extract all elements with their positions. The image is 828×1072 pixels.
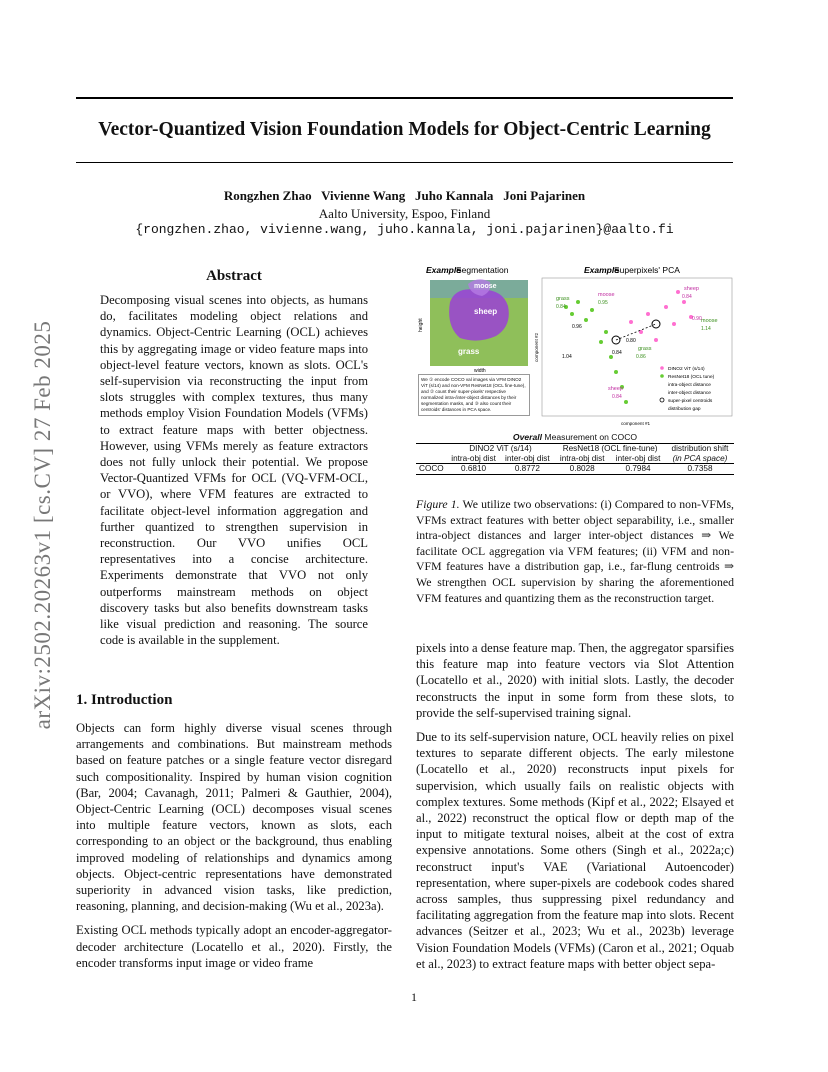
pca-label-sheep: sheep	[684, 286, 699, 292]
table-subheader: inter-obj dist	[505, 453, 550, 463]
table-row-label: COCO	[419, 464, 444, 474]
page-number: 1	[411, 990, 417, 1004]
seg-axis-height: height	[418, 318, 424, 332]
seg-axis-width: width	[474, 368, 486, 374]
author: Vivienne Wang	[321, 188, 406, 203]
table-group-shift: distribution shift	[671, 444, 729, 453]
affiliation: Aalto University, Espoo, Finland	[318, 206, 491, 221]
legend-item: super-pixel centroids	[668, 399, 713, 404]
pca-label-grass: grass	[556, 296, 570, 302]
pca-point	[614, 370, 618, 374]
table-cell: 0.6810	[461, 464, 487, 474]
legend-item: inter-object distance	[668, 391, 711, 396]
arxiv-identifier: arXiv:2502.20263v1 [cs.CV] 27 Feb 2025	[30, 320, 55, 730]
abstract-heading: Abstract	[206, 268, 262, 284]
abstract-paragraph: Decomposing visual scenes into objects, as humans do, facilitates modeling object relations and dynamics. Object-Centric Learning (OCL) achieves this by aggregating image or video feature maps into object-level feature vectors, known as slots. OCL's self-supervision via reconstructing the input from slots struggles with complex textures, thus many methods employ Vision Foundation Models (VFMs) to extract feature maps with better objectness. However, using VFMs merely as feature extractors does not fully unlock their potential. We propose Vector-Quantized VFMs for OCL (VQ-VFM-OCL, or VVO), where VFM features are extracted to facilitate object-level information aggregation and further quantized to strengthen supervision in reconstruction. Our VVO unifies OCL representatives into a concise architecture. Experiments demonstrate that VVO not only outperforms mainstream methods on object discovery tasks but also benefits downstream tasks like visual prediction and reasoning. The source code is available in the supplement.	[100, 293, 368, 648]
arxiv-sidebar	[28, 285, 58, 765]
table-cell: 0.8028	[569, 464, 595, 474]
pca-point	[646, 312, 650, 316]
seg-title-b: Segmentation	[456, 265, 509, 275]
pca-point	[672, 322, 676, 326]
pca-value: 0.84	[612, 350, 622, 356]
caption-text: We utilize two observations: (i) Compared to non-VFMs, VFMs extract features with better object separability, i.e., smaller intra-object distances and larger inter-object distances ⇒ We facilitate OCL aggregation via VFM features; (ii) VFM and non-VFM features have a distribution gap, i.e., far-flung centroids ⇒ We strengthen OCL supervision by sharing the aforementioned VFM features and quantizing them as the reconstruction target.	[416, 497, 735, 605]
table-group-dino: DINO2 ViT (s/14)	[469, 444, 532, 453]
table-subheader: (in PCA space)	[672, 453, 728, 463]
pca-point	[629, 320, 633, 324]
seg-title-a: Example	[426, 265, 461, 275]
figure-1-caption	[416, 497, 734, 606]
author: Juho Kannala	[415, 188, 494, 203]
pca-value: 0.95	[598, 300, 608, 306]
pca-value: 0.96	[572, 324, 582, 330]
right-paragraph-1: pixels into a dense feature map. Then, the aggregator sparsifies this feature map into feature vectors via Slot Attention (Locatello et al., 2020) with initial slots. Lastly, the decoder reconstructs the input in some form from these slots, to provide the self-supervised training signal.	[416, 641, 734, 720]
caption-label: Figure 1.	[416, 497, 460, 511]
pca-value: 0.80	[626, 338, 636, 344]
table-cell: 0.8772	[514, 464, 540, 474]
pca-point	[584, 318, 588, 322]
pca-point	[576, 300, 580, 304]
right-paragraph-2: Due to its self-supervision nature, OCL heavily relies on pixel textures to separate different objects. The early milestone (Locatello et al., 2020) reconstructs input pixels for supervision, which usually fails on realistic objects with complex textures. Some methods (Kipf et al., 2022; Elsayed et al., 2022) reconstruct the optical flow or depth map of the input to mitigate textural noises, albeit at the cost of extra expensive annotations. Some others (Singh et al., 2022a;c) reconstruct input's VAE (Variational Autoencoder) representation, where super-pixels are codebook codes shared across samples, thus suppressing pixel redundancy and facilitating aggregation from the feature map into slots. Recent advances (Seitzer et al., 2023; Wu et al., 2023b) leverage Vision Foundation Models (VFMs) (Caron et al., 2021; Oquab et al., 2023) to extract feature maps with better object sepa-	[416, 730, 734, 971]
legend-item: DINO2 ViT (s/14)	[668, 367, 705, 372]
pca-label-moose: moose	[598, 292, 615, 298]
pca-point	[654, 338, 658, 342]
title-rule-bottom	[76, 162, 733, 163]
pca-value: 0.90	[692, 316, 702, 322]
abstract-body	[100, 292, 368, 656]
table-cell: 0.7358	[687, 464, 713, 474]
seg-label-moose: moose	[474, 283, 497, 290]
pca-point	[682, 300, 686, 304]
pca-legend	[660, 366, 715, 412]
title-rule-top	[76, 97, 733, 99]
table-title: Overall Measurement on COCO	[512, 432, 638, 442]
pca-label-moose-2: moose	[701, 318, 718, 324]
legend-resnet-marker	[660, 374, 664, 378]
pca-point	[599, 340, 603, 344]
author-list	[76, 188, 733, 204]
pca-point	[590, 308, 594, 312]
distribution-gap-line	[616, 324, 656, 340]
intro-paragraph-1: Objects can form highly diverse visual scenes through arrangements and combinations. But mainstream methods based on feature patches or a single feature vector disregard such compositionality. Inspired by human vision cognition (Bar, 2004; Cavanagh, 2011; Palmeri & Gauthier, 2004), Object-Centric Learning (OCL) decomposes visual scenes into multiple feature vectors, known as slots, each corresponding to an object or the background, thus enabling improved modeling of relationships and dynamics among objects. Object-centric representations have demonstrated superiority in advanced vision tasks, like prediction, reasoning, planning, and decision-making (Wu et al., 2023a).	[76, 721, 392, 914]
figure-note: We ① encode COCO val images via VFM DINO2 ViT (s/14) and non-VFM ResNet18 (OCL fine-tune), and ② count their super-pixels' respective normalized intra-/inter-object distances by their segmentation masks, and ③ also count their centroids' distances in PCA space.	[418, 374, 530, 432]
legend-dino-marker	[660, 366, 664, 370]
section-heading-introduction: 1. Introduction	[76, 692, 173, 708]
author: Rongzhen Zhao	[223, 188, 312, 203]
right-column-body	[416, 640, 734, 980]
seg-label-grass: grass	[458, 347, 480, 356]
pca-value: 1.14	[701, 326, 711, 332]
coco-measurement-table	[416, 432, 734, 475]
pca-point	[570, 312, 574, 316]
paper-title: Vector-Quantized Vision Foundation Models for Object-Centric Learning	[98, 119, 711, 140]
pca-value: 0.86	[636, 354, 646, 360]
pca-title-a: Example	[584, 265, 619, 275]
pca-point	[604, 330, 608, 334]
pca-value: 1.04	[562, 354, 572, 360]
pca-value: 0.84	[612, 394, 622, 400]
pca-label-grass-2: grass	[638, 346, 652, 352]
pca-point	[664, 305, 668, 309]
legend-item: intra-object distance	[668, 383, 711, 388]
author: Joni Pajarinen	[503, 188, 586, 203]
pca-axis-c1: component #1	[621, 421, 651, 426]
table-subheader: intra-obj dist	[451, 453, 496, 463]
table-cell: 0.7984	[625, 464, 651, 474]
pca-label-sheep-2: sheep	[608, 386, 623, 392]
legend-item: distribution gap	[668, 407, 701, 412]
pca-point	[624, 400, 628, 404]
pca-value: 0.84	[556, 304, 566, 310]
pca-title-b: Superpixels' PCA	[614, 265, 680, 275]
seg-label-sheep: sheep	[474, 307, 498, 316]
table-subheader: inter-obj dist	[615, 453, 661, 463]
legend-item: ResNet18 (OCL tune)	[668, 375, 715, 380]
pca-point	[676, 290, 680, 294]
intro-paragraph-2: Existing OCL methods typically adopt an encoder-aggregator-decoder architecture (Locatello et al., 2020). Firstly, the encoder transforms input image or video frame	[76, 923, 392, 970]
figure-1-graphic	[416, 262, 734, 432]
table-group-resnet: ResNet18 (OCL fine-tune)	[562, 444, 658, 453]
pca-axis-c2: component #2	[534, 332, 539, 362]
legend-centroid-marker	[660, 398, 664, 402]
author-emails: {rongzhen.zhao, vivienne.wang, juho.kannala, joni.pajarinen}@aalto.fi	[135, 222, 674, 237]
pca-value: 0.84	[682, 294, 692, 300]
table-subheader: intra-obj dist	[559, 453, 605, 463]
intro-body	[76, 720, 392, 979]
